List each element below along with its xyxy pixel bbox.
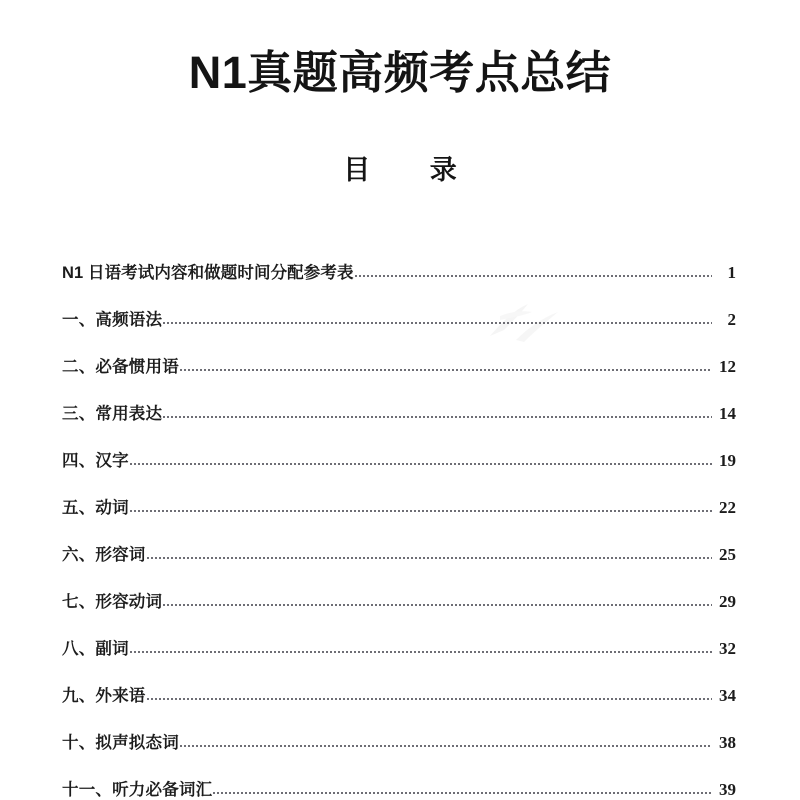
toc-heading: 目 录 bbox=[343, 155, 483, 186]
toc-entry-label: 十、拟声拟态词 bbox=[62, 733, 179, 752]
toc-dot-leader bbox=[147, 549, 713, 560]
toc-entry-page: 12 bbox=[719, 357, 736, 376]
toc-entry-page: 39 bbox=[719, 780, 736, 799]
toc-dot-leader bbox=[163, 596, 712, 607]
toc-entry-page: 29 bbox=[719, 592, 736, 611]
toc-entry[interactable] bbox=[62, 563, 736, 610]
toc-entry[interactable] bbox=[62, 516, 736, 563]
toc-entry-label: 八、副词 bbox=[62, 639, 129, 658]
toc-entry-label: 四、汉字 bbox=[62, 451, 129, 470]
toc-dot-leader bbox=[147, 690, 713, 701]
toc-entry-label: 十一、听力必备词汇 bbox=[62, 780, 213, 799]
toc-entry-label: N1 日语考试内容和做题时间分配参考表 bbox=[62, 263, 354, 282]
toc-dot-leader bbox=[355, 267, 712, 278]
toc-entry[interactable] bbox=[62, 234, 736, 281]
toc-entry-page: 22 bbox=[719, 498, 736, 517]
toc-entry-label: 七、形容动词 bbox=[62, 592, 163, 611]
toc-entry-page: 34 bbox=[719, 686, 736, 705]
toc-entry-page: 25 bbox=[719, 545, 736, 564]
toc-entry[interactable] bbox=[62, 751, 736, 798]
toc-entry-label: 九、外来语 bbox=[62, 686, 146, 705]
toc-entry[interactable] bbox=[62, 281, 736, 328]
toc-entry-label: 六、形容词 bbox=[62, 545, 146, 564]
toc-dot-leader bbox=[163, 408, 712, 419]
toc-entry-page: 38 bbox=[719, 733, 736, 752]
toc-entry[interactable] bbox=[62, 469, 736, 516]
page-title: N1真题高频考点总结 bbox=[188, 47, 612, 99]
toc-entry[interactable] bbox=[62, 422, 736, 469]
toc-entry[interactable] bbox=[62, 657, 736, 704]
toc-entry[interactable] bbox=[62, 704, 736, 751]
toc-dot-leader bbox=[130, 455, 712, 466]
toc-dot-leader bbox=[180, 737, 712, 748]
toc-entry-page: 19 bbox=[719, 451, 736, 470]
toc-entry[interactable] bbox=[62, 328, 736, 375]
table-of-contents bbox=[62, 234, 736, 798]
toc-entry-page: 32 bbox=[719, 639, 736, 658]
toc-dot-leader bbox=[130, 643, 712, 654]
toc-entry-label: 一、高频语法 bbox=[62, 310, 163, 329]
toc-entry[interactable] bbox=[62, 610, 736, 657]
toc-entry[interactable] bbox=[62, 375, 736, 422]
toc-dot-leader bbox=[213, 784, 712, 795]
toc-entry-label: 二、必备惯用语 bbox=[62, 357, 179, 376]
toc-entry-page: 1 bbox=[727, 263, 736, 282]
toc-entry-page: 14 bbox=[719, 404, 736, 423]
toc-entry-label: 五、动词 bbox=[62, 498, 129, 517]
toc-entry-label: 三、常用表达 bbox=[62, 404, 163, 423]
toc-dot-leader bbox=[163, 314, 712, 325]
toc-dot-leader bbox=[180, 361, 712, 372]
toc-entry-page: 2 bbox=[727, 310, 736, 329]
toc-dot-leader bbox=[130, 502, 712, 513]
